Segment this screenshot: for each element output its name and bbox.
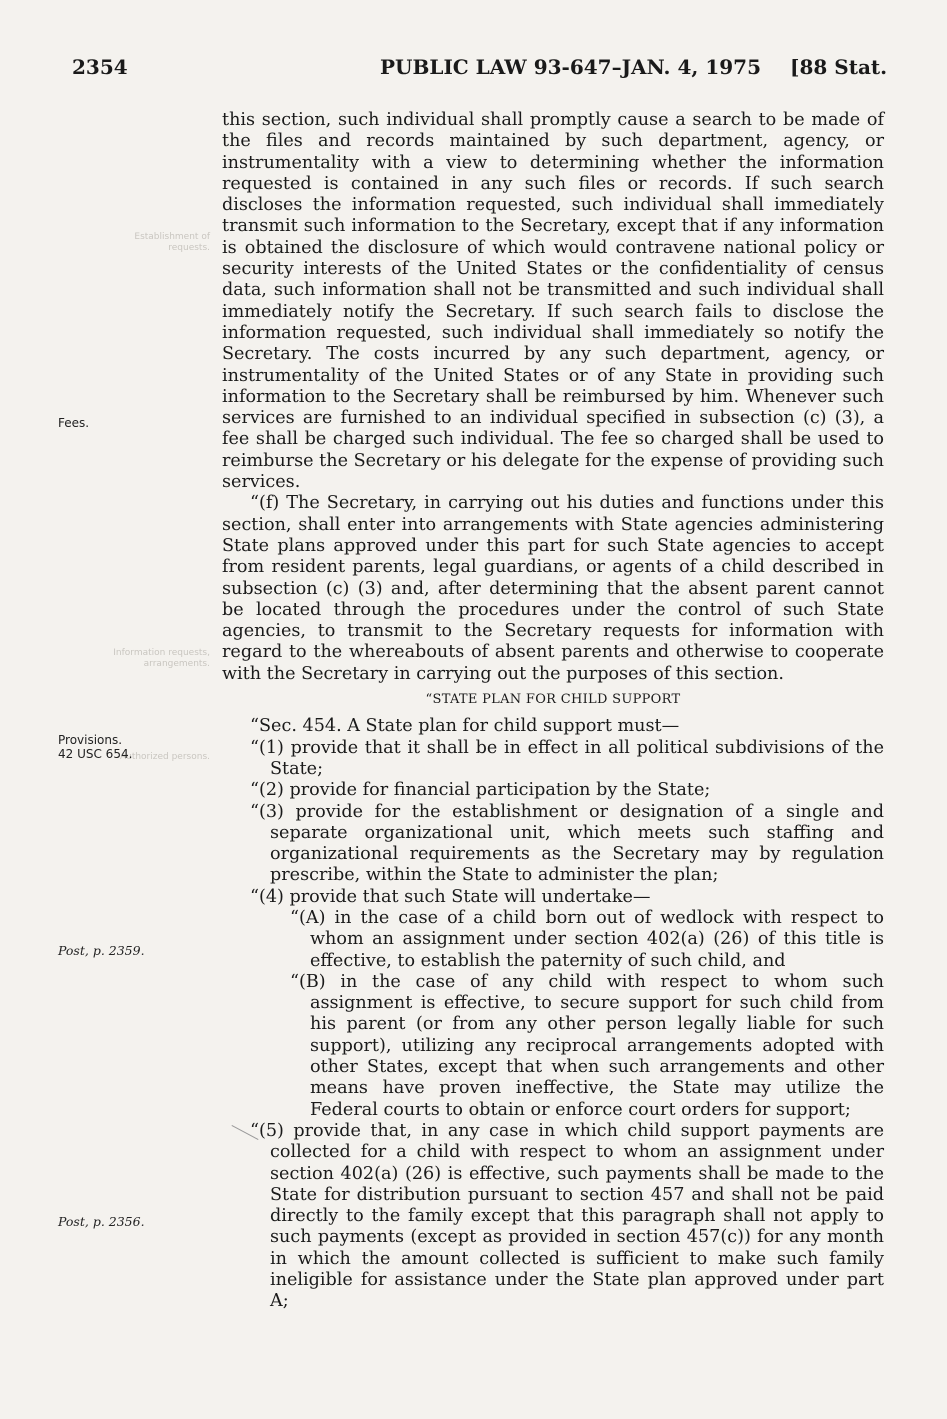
page-header — [0, 55, 947, 85]
paragraph: this section, such individual shall promptly cause a search to be made of the files and records maintained by such department, agency, or instrumentality with a view to determining whether the information requested is contained in any such files or records. If such search discloses the information requested, such individual shall immediately transmit such information to the Secretary, except that if any information is obtained the disclosure of which would contravene national policy or security interests of the United States or the confidentiality of census data, such information shall not be transmitted and such individual shall immediately notify the Secretary. If such search fails to disclose the information requested, such individual shall immediately so notify the Secretary. The costs incurred by any such department, agency, or instrumentality of the United States or of any State in providing such information to the Secretary shall be reimbursed by him. Whenever such services are furnished to an individual specified in subsection (c) (3), a fee shall be charged such individual. The fee so charged shall be used to reimburse the Secretary or his delegate for the expense of providing such services. — [222, 110, 884, 493]
show-through-note: Information requests, arrangements. — [113, 648, 210, 669]
page-number: 2354 — [72, 55, 128, 79]
margin-note-usc: 42 USC 654. — [58, 747, 133, 761]
list-item: “(4) provide that such State will undertake— — [250, 886, 651, 907]
statute-reference: [88 Stat. — [790, 55, 888, 79]
margin-note-provisions: Provisions. — [58, 733, 123, 747]
list-item: “(5) provide that, in any case in which child support payments are collected for a child with respect to whom an assignment under section 402(a) (26) is effective, such payments shall be made to the State for distribution pursuant to section 457 and shall not be paid directly to the family except that this paragraph shall not apply to such payments (except as provided in section 457(c)) for any month in which the amount collected is sufficient to make such family ineligible for assistance under the State plan approved under part A; — [250, 1120, 884, 1312]
margin-note-fees: Fees. — [58, 416, 90, 430]
list-item: “(2) provide for financial participation by the State; — [250, 780, 711, 801]
body-text — [222, 110, 884, 1313]
show-through-note: Authorized persons. — [119, 752, 210, 762]
margin-note-post: Post, p. 2359. — [58, 943, 145, 958]
list-item: “(1) provide that it shall be in effect in all political subdivisions of the State; — [250, 737, 884, 779]
show-through-note: Establishment of requests. — [134, 232, 210, 253]
paragraph: “(f) The Secretary, in carrying out his duties and functions under this section, shall enter into arrangements with State agencies administering State plans approved under this part for such State agencies to accept from resident parents, legal guardians, or agents of a child described in subsection (c) (3) and, after determining that the absent parent cannot be located through the procedures under the control of such State agencies, to transmit to the Secretary requests for information with regard to the whereabouts of absent parents and otherwise to cooperate with the Secretary in carrying out the purposes of this section. — [222, 493, 884, 684]
list-item: “(3) provide for the establishment or designation of a single and separate organizational unit, which meets such staffing and organizational requirements as the Secretary may by regulation prescribe, within the State to administer the plan; — [250, 801, 884, 886]
margin-note-post: Post, p. 2356. — [58, 1214, 145, 1229]
running-head: PUBLIC LAW 93-647–JAN. 4, 1975 — [380, 55, 761, 79]
sub-item: “(B) in the case of any child with respect to whom such assignment is effective, to secure support for such child from his parent (or from any other person legally liable for such support), utilizing any reciprocal arrangements adopted with other States, except that when such arrangements and other means have proven ineffective, the State may utilize the Federal courts to obtain or enforce court orders for support; — [290, 971, 884, 1120]
sub-item: “(A) in the case of a child born out of wedlock with respect to whom an assignment under section 402(a) (26) of this title is effective, to establish the paternity of such child, and — [290, 907, 884, 971]
section-intro: “Sec. 454. A State plan for child support must— — [250, 716, 680, 737]
section-heading: “STATE PLAN FOR CHILD SUPPORT — [425, 692, 681, 708]
